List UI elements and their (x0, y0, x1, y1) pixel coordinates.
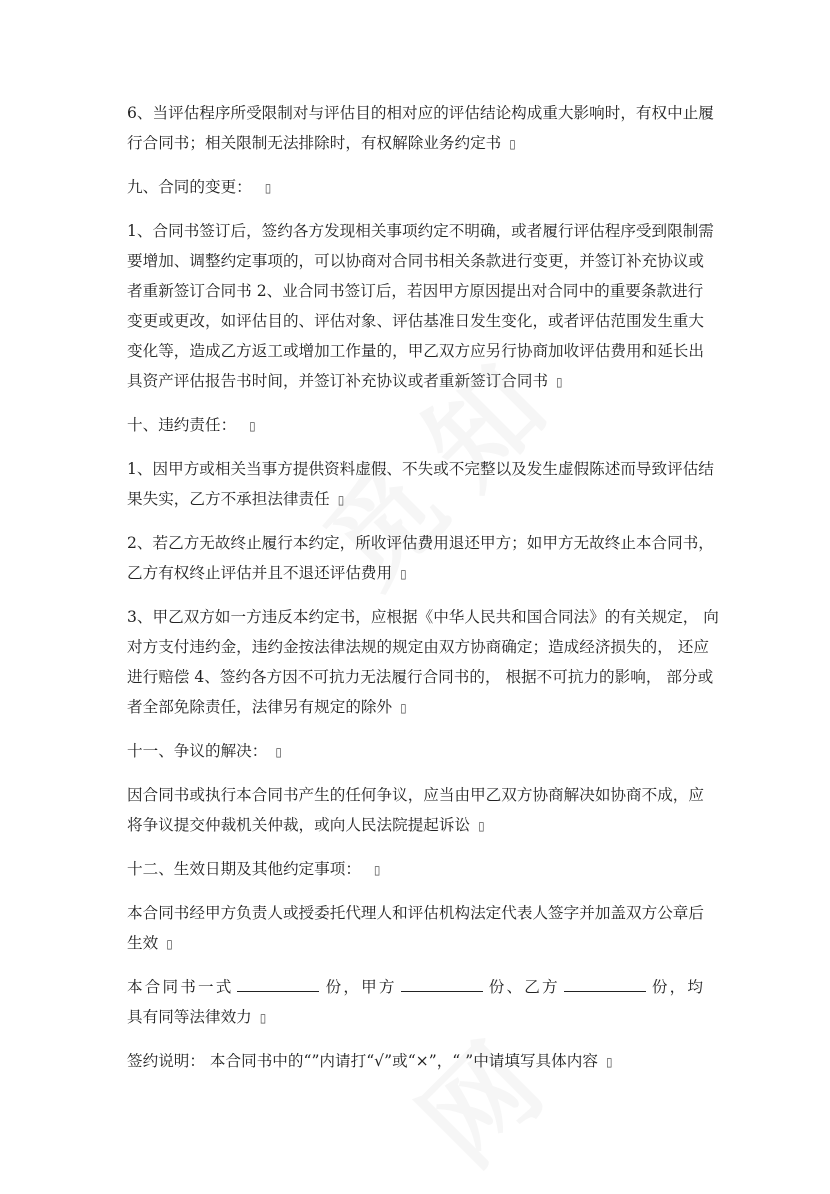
line-text: 十二、生效日期及其他约定事项： (127, 860, 366, 878)
paragraph (127, 454, 714, 515)
text-line: 因合同书或执行本合同书产生的任何争议，应当由甲乙双方协商解决如协商不成，应 (127, 786, 704, 804)
line-text: 将争议提交仲裁机关仲裁，或向人民法院提起诉讼 (127, 816, 471, 834)
text-line (127, 128, 703, 159)
line-text: 份，均 (649, 978, 703, 996)
text-line (127, 736, 703, 767)
paragraph (127, 898, 703, 959)
line-text: 份，甲方 (323, 978, 397, 996)
text-line (127, 854, 703, 885)
text-line: 2、若乙方无故终止履行本约定，所收评估费用退还甲方；如甲方无故终止本合同书， (127, 534, 714, 552)
text-line: 1、合同书签订后，签约各方发现相关事项约定不明确，或者履行评估程序受到限制需 (127, 222, 714, 240)
signing-note (127, 1046, 703, 1077)
line-text: 具资产评估报告书时间，并签订补充协议或者重新签订合同书 (127, 372, 549, 390)
line-text: 本合同书一式 (127, 978, 234, 996)
paragraph-end-mark: ▯ (166, 937, 173, 951)
text-line (127, 972, 703, 1002)
paragraph-end-mark: ▯ (400, 701, 407, 715)
text-line: 者重新签订合同书 2、业合同书签订后，若因甲方原因提出对合同中的重要条款进行 (127, 282, 704, 300)
text-line: 进行赔偿 4、签约各方因不可抗力无法履行合同书的， 根据不可抗力的影响， 部分或 (127, 668, 714, 686)
line-text: 签约说明： 本合同书中的“”内请打“√”或“×”，“ ”中请填写具体内容 (127, 1052, 598, 1070)
paragraph-end-mark: ▯ (478, 819, 485, 833)
party-a-copies-blank[interactable] (401, 973, 483, 992)
line-text: 份、乙方 (486, 978, 560, 996)
document-page (127, 98, 719, 1090)
paragraph (127, 410, 703, 441)
paragraph (127, 172, 703, 203)
text-line (127, 810, 703, 841)
paragraph (127, 854, 703, 885)
text-line (127, 172, 703, 203)
text-line: 对方支付违约金，违约金按法律法规的规定由双方协商确定；造成经济损失的， 还应 (127, 638, 709, 656)
text-line (127, 692, 703, 723)
paragraph-end-mark: ▯ (400, 567, 407, 581)
total-copies-blank[interactable] (237, 973, 319, 992)
line-text: 行合同书；相关限制无法排除时，有权解除业务约定书 (127, 134, 502, 152)
paragraph-end-mark: ▯ (509, 137, 516, 151)
text-line: 要增加、调整约定事项的，可以协商对合同书相关条款进行变更，并签订补充协议或 (127, 252, 704, 270)
paragraph-end-mark: ▯ (337, 493, 345, 507)
paragraph-end-mark: ▯ (605, 1055, 613, 1069)
paragraph-end-mark: ▯ (373, 863, 381, 877)
text-line (127, 410, 703, 441)
paragraph-end-mark: ▯ (249, 419, 256, 433)
paragraph (127, 780, 703, 841)
paragraph (127, 528, 714, 589)
copies-paragraph (127, 972, 703, 1033)
line-text: 者全部免除责任，法律另有规定的除外 (127, 698, 393, 716)
text-line (127, 928, 703, 959)
text-line (127, 1002, 703, 1033)
text-line: 6、当评估程序所受限制对与评估目的相对应的评估结论构成重大影响时，有权中止履 (127, 104, 714, 122)
text-line: 本合同书经甲方负责人或授委托代理人和评估机构法定代表人签字并加盖双方公章后 (127, 904, 704, 922)
line-text: 十一、争议的解决： (127, 742, 268, 760)
paragraph (127, 602, 719, 723)
line-text: 具有同等法律效力 (127, 1008, 252, 1026)
paragraph (127, 736, 703, 767)
paragraph (127, 216, 714, 397)
text-line (127, 484, 703, 515)
party-b-copies-blank[interactable] (564, 973, 646, 992)
text-line: 变更或更改，如评估目的、评估对象、评估基准日发生变化，或者评估范围发生重大 (127, 312, 704, 330)
paragraph (127, 98, 714, 159)
text-line: 变化等，造成乙方返工或增加工作量的，甲乙双方应另行协商加收评估费用和延长出 (127, 342, 704, 360)
paragraph-end-mark: ▯ (556, 375, 563, 389)
text-line (127, 558, 703, 589)
text-line (127, 1046, 703, 1077)
paragraph-end-mark: ▯ (264, 181, 272, 195)
text-line: 1、因甲方或相关当事方提供资料虚假、不失或不完整以及发生虚假陈述而导致评估结 (127, 460, 714, 478)
paragraph-end-mark: ▯ (259, 1011, 267, 1025)
line-text: 果失实，乙方不承担法律责任 (127, 490, 330, 508)
paragraph-end-mark: ▯ (275, 745, 282, 759)
line-text: 乙方有权终止评估并且不退还评估费用 (127, 564, 393, 582)
line-text: 十、违约责任： (127, 416, 242, 434)
line-text: 生效 (127, 934, 159, 952)
text-line: 3、甲乙双方如一方违反本约定书，应根据《中华人民共和国合同法》的有关规定， 向 (127, 608, 719, 626)
text-line (127, 366, 703, 397)
line-text: 九、合同的变更： (127, 178, 257, 196)
